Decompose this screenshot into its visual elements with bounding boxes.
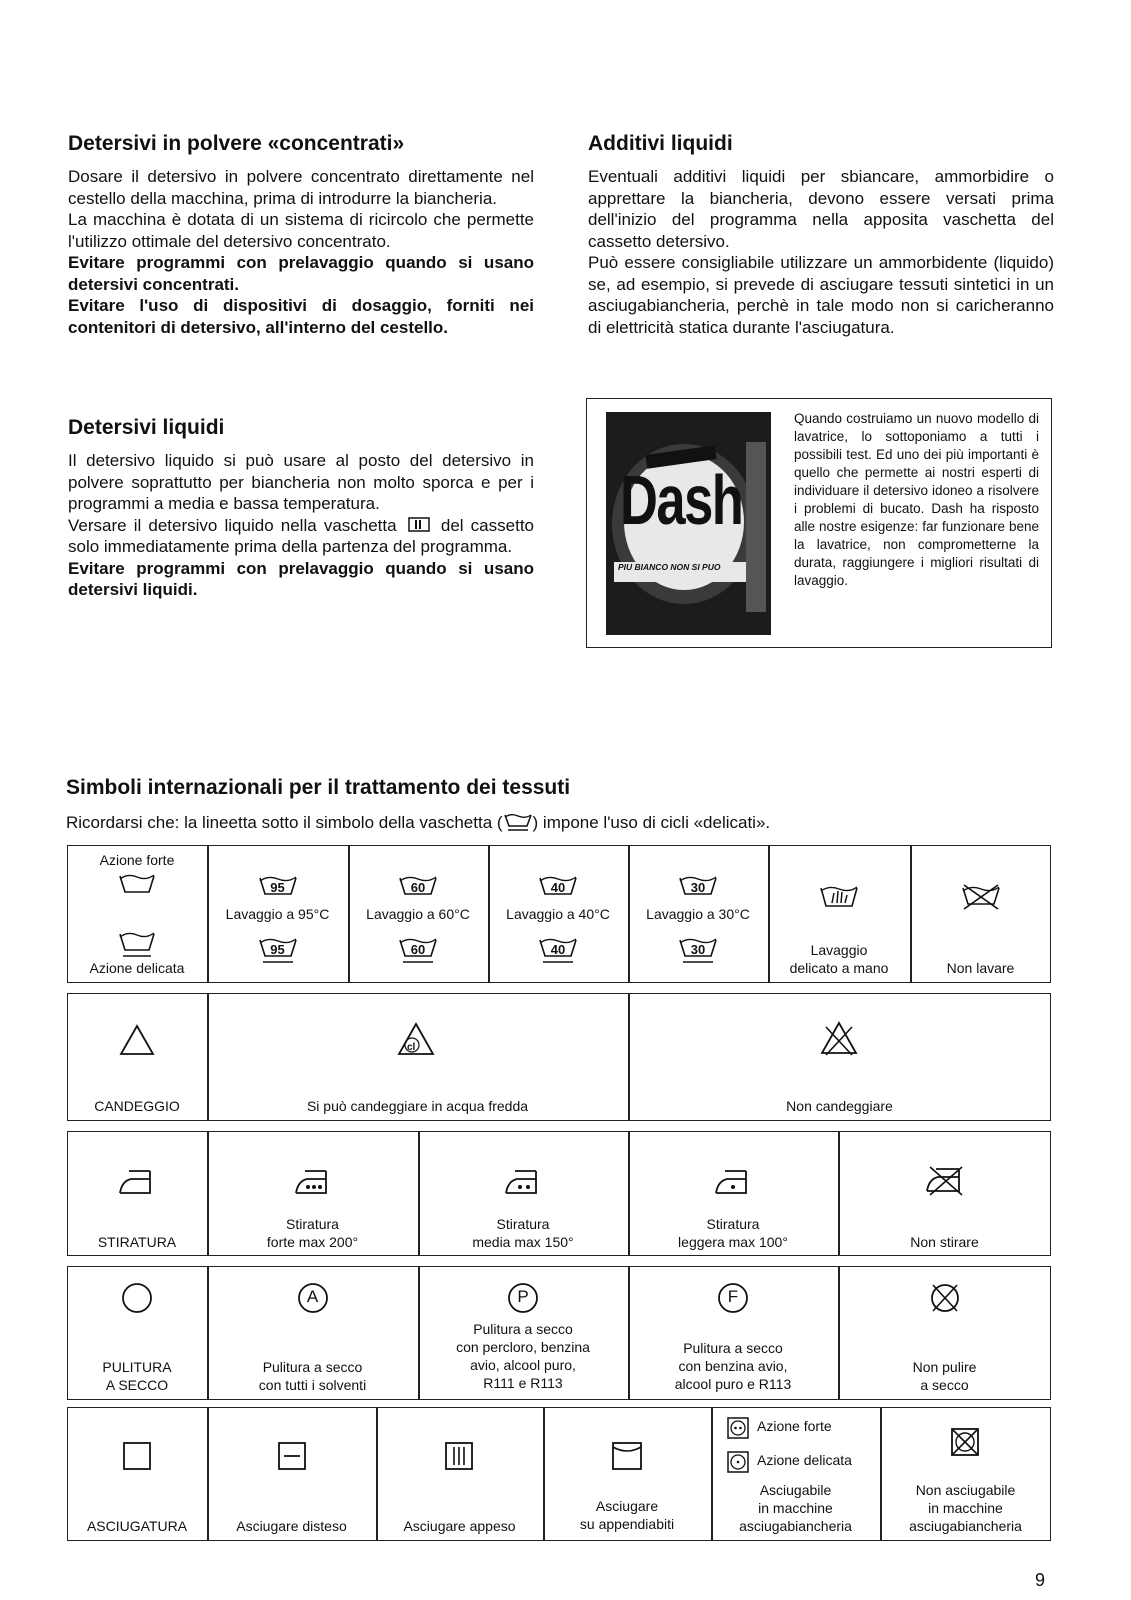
dry-clean-circle-icon xyxy=(121,1282,153,1314)
hand-wash-icon xyxy=(818,885,860,911)
section-title: Detersivi in polvere «concentrati» xyxy=(68,132,405,155)
iron-icon xyxy=(117,1167,157,1197)
iron-light-cell xyxy=(628,1131,838,1256)
drying-square-icon xyxy=(122,1441,152,1471)
iron-medium-cell xyxy=(418,1131,628,1256)
cl-text: cl xyxy=(407,1042,416,1053)
temp-number: 60 xyxy=(410,942,426,957)
bleach-cl-icon xyxy=(396,1021,436,1057)
section-concentrated-powder xyxy=(68,132,534,338)
paragraph: Dosare il detersivo in polvere concentrato direttamente nel cestello della macchina, prima di introdurre la biancheria. xyxy=(68,167,534,208)
wash-30-cell xyxy=(628,845,768,983)
bleach-cold-label: Si può candeggiare in acqua fredda xyxy=(306,1098,529,1114)
no-iron-cell xyxy=(838,1131,1051,1256)
section-title: Detersivi liquidi xyxy=(68,416,225,439)
dry-clean-f-label: Pulitura a secco con benzina avio, alcool puro e R113 xyxy=(674,1340,792,1392)
temp-number: 60 xyxy=(410,880,426,895)
dash-product-image xyxy=(606,412,771,635)
dash-brand: Dash xyxy=(620,461,743,539)
bleach-cold-cell xyxy=(207,993,628,1121)
no-bleach-label: Non candeggiare xyxy=(786,1098,893,1114)
intro-part: Ricordarsi che: la lineetta sotto il simbolo della vaschetta ( xyxy=(66,813,503,832)
iron-label: STIRATURA xyxy=(97,1234,177,1250)
no-bleach-cell xyxy=(628,993,1051,1121)
dash-slogan: PIU BIANCO NON SI PUO xyxy=(618,562,721,572)
hanger-dry-cell xyxy=(543,1407,711,1541)
paragraph-part: Versare il detersivo liquido nella vaschetta xyxy=(68,515,397,535)
iron-strong-cell xyxy=(207,1131,418,1256)
temp-number: 40 xyxy=(550,942,566,957)
no-iron-label: Non stirare xyxy=(910,1234,979,1250)
temp-number: 95 xyxy=(270,880,285,895)
hanger-dry-label: Asciugare su appendiabiti xyxy=(579,1498,675,1532)
warning-paragraph: Evitare programmi con prelavaggio quando si usano detersivi concentrati. xyxy=(68,253,534,294)
delicate-action-label: Azione delicata xyxy=(89,960,185,976)
hand-wash-label: Lavaggio delicato a mano xyxy=(789,942,889,976)
no-wash-label: Non lavare xyxy=(946,960,1015,976)
dry-flat-label: Asciugare disteso xyxy=(236,1518,347,1534)
iron-light-label: Stiratura leggera max 100° xyxy=(678,1216,788,1250)
symbols-title: Simboli internazionali per il trattamento dei tessuti xyxy=(66,776,571,799)
dry-flat-cell xyxy=(207,1407,376,1541)
washtub-delicate-icon xyxy=(117,931,157,959)
tumble-dry-cell xyxy=(711,1407,880,1541)
temp-number: 30 xyxy=(690,880,706,895)
dry-clean-f-cell xyxy=(628,1266,838,1400)
bleach-triangle-icon xyxy=(118,1023,156,1057)
no-dry-clean-label: Non pulire a secco xyxy=(912,1359,977,1393)
hanger-dry-icon xyxy=(611,1441,643,1471)
dry-clean-a-label: Pulitura a secco con tutti i solventi xyxy=(258,1359,367,1393)
iron-medium-label: Stiratura media max 150° xyxy=(472,1216,574,1250)
drying-cell xyxy=(67,1407,207,1541)
warning-paragraph: Evitare l'uso di dispositivi di dosaggio, forniti nei contenitori di detersivo, all'interno del cestello. xyxy=(68,296,534,337)
tumble-dry-strong-icon xyxy=(727,1417,749,1439)
solvent-letter: P xyxy=(517,1287,529,1306)
bleach-cell xyxy=(67,993,207,1121)
warning-paragraph: Evitare programmi con prelavaggio quando si usano detersivi liquidi. xyxy=(68,558,534,599)
dry-clean-label: PULITURA A SECCO xyxy=(102,1359,172,1393)
temp-label: Lavaggio a 30°C xyxy=(646,906,750,922)
iron-3-dots-icon xyxy=(293,1167,333,1197)
dry-clean-p-label: Pulitura a secco con percloro, benzina avio, alcool puro, R111 e R113 xyxy=(456,1321,590,1391)
wash-95-cell xyxy=(207,845,348,983)
strong-action-label: Azione forte xyxy=(99,852,175,868)
temp-label: Lavaggio a 60°C xyxy=(366,906,470,922)
tumble-dry-delicate-icon xyxy=(727,1451,749,1473)
symbols-intro xyxy=(66,812,1066,834)
washtub-underlined-icon xyxy=(503,812,533,832)
solvent-letter: F xyxy=(727,1287,739,1306)
dash-caption: Quando costruiamo un nuovo modello di lavatrice, lo sottoponiamo a tutti i possibili test. Ed uno dei più importanti è quello che permette ai nostri esperti di individuare il detersivo idoneo a risolvere i problemi di bucato. Dash ha risposto alle nostre esigenze: far funzionare bene la lavatrice, non comprometterne la durata, raggiungere i migliori risultati di lavaggio. xyxy=(794,411,1039,588)
tumble-dry-label: Asciugabile in macchine asciugabiancheria xyxy=(739,1482,852,1534)
no-bleach-icon xyxy=(818,1019,860,1057)
no-tumble-dry-cell xyxy=(880,1407,1051,1541)
no-dry-clean-cell xyxy=(838,1266,1051,1400)
drip-dry-label: Asciugare appeso xyxy=(403,1518,516,1534)
section-title: Additivi liquidi xyxy=(588,132,733,155)
no-tumble-dry-icon xyxy=(950,1427,980,1457)
no-tumble-dry-label: Non asciugabile in macchine asciugabiancheria xyxy=(909,1482,1022,1534)
drip-dry-icon xyxy=(444,1441,474,1471)
tumble-strong-label: Azione forte xyxy=(757,1418,832,1434)
hand-wash-cell xyxy=(768,845,910,983)
paragraph: Può essere consigliabile utilizzare un ammorbidente (liquido) se, ad esempio, si prevede di asciugare tessuti sintetici in un asciugabiancheria, perchè in tale modo non si caricheranno di elettricità statica durante l'asciugatura. xyxy=(588,253,1054,337)
paragraph xyxy=(68,515,534,558)
temp-number: 40 xyxy=(550,880,566,895)
iron-2-dots-icon xyxy=(503,1167,543,1197)
wash-action-cell xyxy=(67,845,207,983)
iron-1-dot-icon xyxy=(713,1167,753,1197)
dry-clean-cell xyxy=(67,1266,207,1400)
wash-60-cell xyxy=(348,845,488,983)
temp-number: 95 xyxy=(270,942,285,957)
no-wash-icon xyxy=(960,883,1002,911)
temp-label: Lavaggio a 95°C xyxy=(225,906,330,922)
paragraph: La macchina è dotata di un sistema di ricircolo che permette l'utilizzo ottimale del detersivo concentrato. xyxy=(68,210,534,251)
solvent-letter: A xyxy=(306,1287,319,1306)
wash-40-cell xyxy=(488,845,628,983)
paragraph-part: del cassetto solo immediatamente prima della partenza del programma. xyxy=(68,515,534,556)
iron-strong-label: Stiratura forte max 200° xyxy=(266,1216,359,1250)
drip-dry-cell xyxy=(376,1407,543,1541)
drying-label: ASCIUGATURA xyxy=(86,1518,188,1534)
no-iron-icon xyxy=(924,1161,966,1197)
temp-label: Lavaggio a 40°C xyxy=(506,906,610,922)
page-number: 9 xyxy=(1035,1570,1046,1590)
paragraph: Eventuali additivi liquidi per sbiancare, ammorbidire o apprettare la biancheria, devono essere versati prima dell'inizio del programma nella apposita vaschetta del cassetto detersivo. xyxy=(588,167,1054,251)
no-wash-cell xyxy=(910,845,1051,983)
bleach-label: CANDEGGIO xyxy=(94,1098,180,1114)
washtub-icon xyxy=(117,873,157,895)
compartment-icon xyxy=(408,517,430,533)
iron-cell xyxy=(67,1131,207,1256)
dry-clean-p-cell xyxy=(418,1266,628,1400)
section-liquid-additives xyxy=(588,132,1054,338)
section-liquid-detergents xyxy=(68,416,534,601)
intro-part: ) impone l'uso di cicli «delicati». xyxy=(532,813,771,832)
dry-flat-icon xyxy=(277,1441,307,1471)
tumble-delicate-label: Azione delicata xyxy=(757,1452,852,1468)
dry-clean-a-cell xyxy=(207,1266,418,1400)
no-dry-clean-icon xyxy=(928,1280,962,1316)
paragraph: Il detersivo liquido si può usare al posto del detersivo in polvere soprattutto per biancheria non molto sporca e per i programmi a media e bassa temperatura. xyxy=(68,451,534,513)
temp-number: 30 xyxy=(690,942,706,957)
